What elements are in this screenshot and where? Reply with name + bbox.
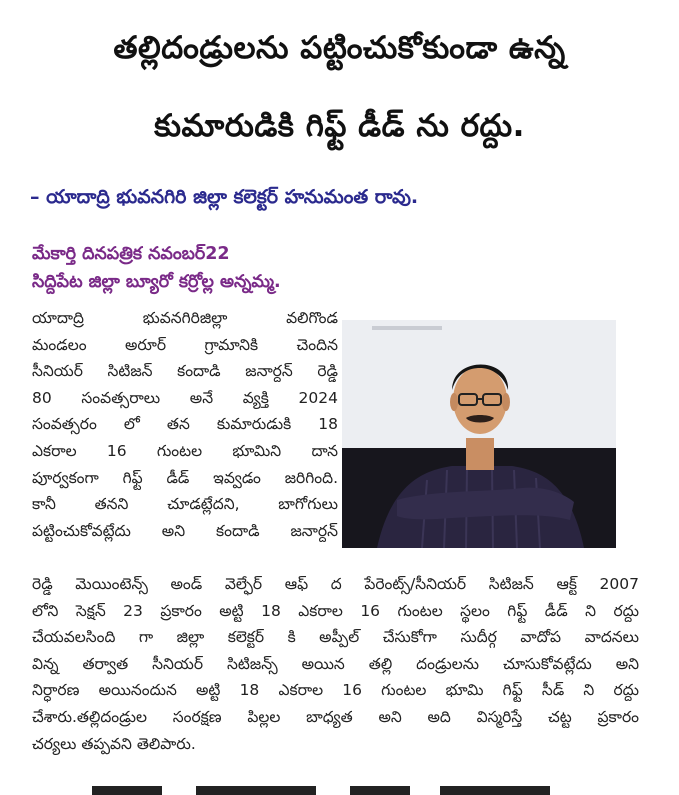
article-line: లోని సెక్షన్ 23 ప్రకారం అట్టి 18 ఎకరాల 16 గుంటల స్థలం గిఫ్ట్ డీడ్ ని రద్దు bbox=[32, 601, 639, 620]
article-column-text bbox=[32, 305, 338, 544]
article-line: 80 సంవత్సరాలు అనే వ్యక్తి 2024 bbox=[32, 388, 338, 407]
source-byline: సిద్దిపేట జిల్లా బ్యూరో కర్రోల్ల అన్నమ్మ. bbox=[32, 272, 281, 292]
article-line: పట్టించుకోవట్లేదు అని కందాడి జనార్దన్ bbox=[32, 521, 338, 540]
headline-line-2: కుమారుడికి గిఫ్ట్ డీడ్ ను రద్దు. bbox=[154, 108, 525, 144]
article-line: పూర్వకంగా గిఫ్ట్ డీడ్ ఇవ్వడం జరిగింది. bbox=[32, 468, 338, 487]
article-full-width-text bbox=[32, 571, 639, 757]
next-headline-cutoff bbox=[0, 780, 679, 795]
article-line: సీనియర్ సిటిజన్ కందాడి జనార్దన్ రెడ్డి bbox=[32, 362, 338, 381]
article-line: చర్యలు తప్పవని తెలిపారు. bbox=[32, 734, 196, 753]
article-line: చేయవలసింది గా జిల్లా కలెక్టర్ కి అప్పీల్ చేసుకోగా సుదీర్గ వాదోప వాదనలు bbox=[32, 628, 639, 647]
article-line: చేశారు.తల్లిదండ్రుల సంరక్షణ పిల్లల బాధ్యత అని అది విస్మరిస్తే చట్ట ప్రకారం bbox=[32, 707, 639, 726]
article-line: సంవత్సరం లో తన కుమారుడుకి 18 bbox=[32, 415, 338, 434]
subheadline-collector: – యాదాద్రి భువనగిరి జిల్లా కలెక్టర్ హనుమంత రావు. bbox=[30, 186, 419, 208]
article-line: యాదాద్రి భువనగిరిజిల్లా వలిగొండ bbox=[32, 309, 338, 327]
article-line: మండలం అరూర్ గ్రామానికి చెందిన bbox=[32, 335, 338, 354]
source-dateline: మేకార్తి దినపత్రిక నవంబర్22 bbox=[32, 244, 230, 264]
article-line: కానీ తనని చూడట్లేదని, బాగోగులు bbox=[32, 495, 338, 514]
article-line: రెడ్డి మెయింటెన్స్ అండ్ వెల్ఫేర్ ఆఫ్ ద పేరెంట్స్/సీనియర్ సిటిజన్ ఆక్ట్ 2007 bbox=[32, 575, 639, 593]
collector-photo bbox=[342, 320, 616, 548]
headline-line-1: తల్లిదండ్రులను పట్టించుకోకుండా ఉన్న bbox=[113, 30, 566, 66]
article-line: విన్న తర్వాత సీనియర్ సిటిజన్స్ అయిన తల్లి దండ్రులను చూసుకోవట్లేదు అని bbox=[32, 654, 639, 673]
article-line: ఎకరాల 16 గుంటల భూమిని దాన bbox=[32, 441, 338, 460]
article-line: నిర్ధారణ అయినందున అట్టి 18 ఎకరాల 16 గుంటల భూమి గిఫ్ట్ సీడ్ ని రద్దు bbox=[32, 681, 639, 700]
